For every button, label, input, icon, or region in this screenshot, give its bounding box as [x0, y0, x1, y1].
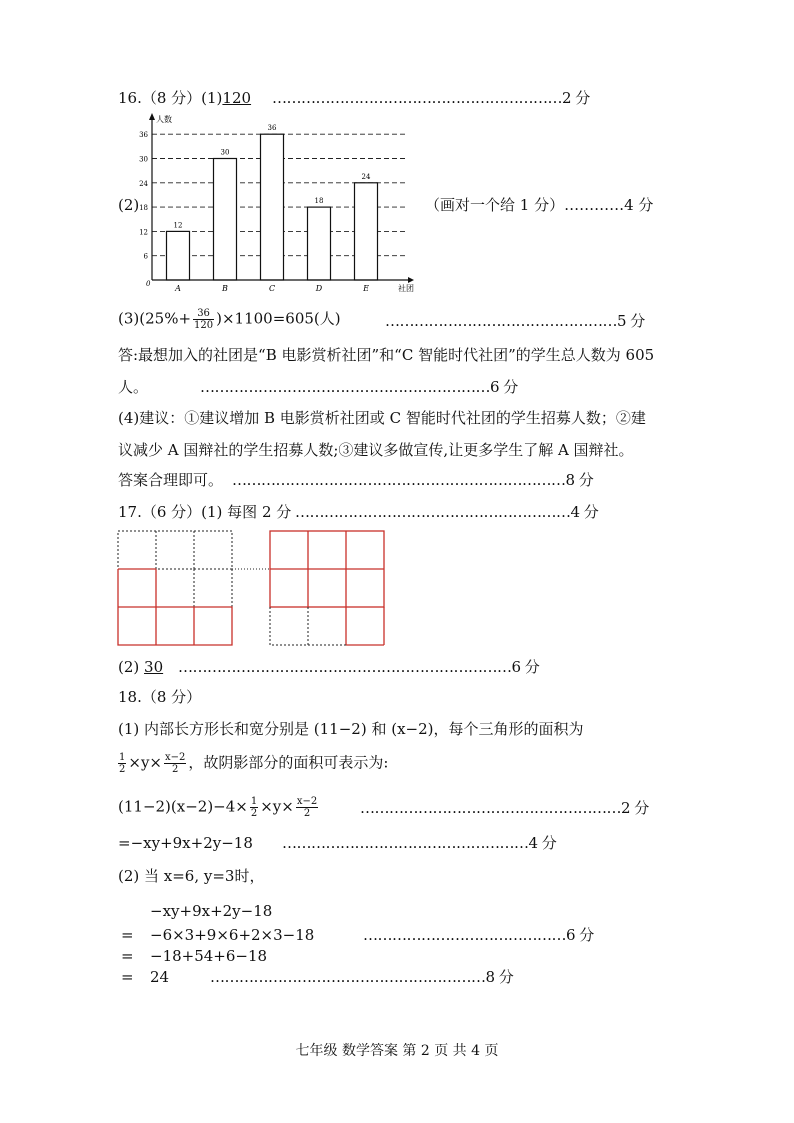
q16-part2-label: (2) [118, 196, 140, 214]
q16-part2-note: （画对一个给 1 分）…………4 分 [425, 196, 654, 214]
x-tick-label: E [363, 284, 369, 293]
y-axis-arrow-icon [149, 113, 155, 120]
y-tick-label: 6 [143, 252, 148, 261]
bar-value-label: 18 [314, 197, 324, 206]
q17-grid-figures [115, 528, 390, 648]
q18-tail: ，故阴影部分的面积可表示为: [188, 753, 389, 772]
q16-header [118, 88, 251, 108]
q17-dots-1: …………………………………………………4 分 [295, 503, 599, 521]
q17-right-figure [270, 531, 384, 645]
q16-part3-dots: …………………………………………5 分 [385, 312, 645, 330]
fraction-denominator: 120 [194, 320, 214, 331]
fraction-denominator: 2 [250, 808, 258, 819]
bar-E [355, 183, 378, 280]
fraction-numerator: 36 [193, 308, 214, 320]
fraction-denominator: 2 [172, 764, 179, 775]
q17-part2-label: (2) [118, 658, 140, 676]
y-tick-label: 24 [139, 179, 148, 188]
q18-calc-2-eq: = [121, 926, 134, 944]
page-footer: 七年级 数学答案 第 2 页 共 4 页 [295, 1043, 499, 1059]
y-tick-label: 12 [139, 228, 148, 237]
bar-D [308, 207, 331, 280]
q16-answer-line-1: 答:最想加入的社团是“B 电影赏析社团”和“C 智能时代社团”的学生总人数为 605 [118, 346, 655, 364]
fraction-x-minus-2 [296, 796, 318, 819]
q18-calc4-dots: …………………………………………………8 分 [210, 968, 514, 986]
bar-value-label: 30 [220, 148, 230, 157]
q18-part1-line-2 [116, 752, 388, 775]
q16-part4-line-2: 议减少 A 国辩社的学生招募人数;③建议多做宣传,让更多学生了解 A 国辩社。 [118, 441, 634, 459]
q16-answer-line-2: 人。 [118, 378, 149, 396]
q18-calc-3: −18+54+6−18 [150, 947, 268, 965]
q18-calc-4-eq: = [121, 968, 134, 986]
bar-B [214, 159, 237, 281]
q17-part2 [118, 657, 163, 677]
q16-part4-line-1: (4)建议：①建议增加 B 电影赏析社团或 C 智能时代社团的学生招募人数；②建 [118, 409, 646, 427]
x-axis-label: 社团 [398, 284, 414, 293]
q16-dots-1: ……………………………………………………2 分 [272, 89, 590, 107]
fraction-numerator: 1 [250, 796, 258, 807]
q18-calc-3-eq: = [121, 947, 134, 965]
q18-calc-2: −6×3+9×6+2×3−18 [150, 926, 315, 944]
q16-part4-dots: ……………………………………………………………8 分 [232, 471, 594, 489]
origin-label: 0 [146, 280, 151, 288]
x-tick-label: A [175, 284, 181, 293]
x-tick-label: C [268, 284, 276, 293]
q18-expr-2: =−xy+9x+2y−18 [118, 834, 253, 852]
fraction-numerator: 1 [119, 752, 126, 763]
q18-expr2-dots: ……………………………………………4 分 [282, 834, 557, 852]
expr1-mid: ×y× [260, 797, 294, 816]
x-tick-label: B [222, 284, 228, 293]
q16-part3-post: )×1100=605(人) [216, 309, 341, 328]
q16-part4-line-3: 答案合理即可。 [118, 471, 224, 489]
y-tick-label: 36 [139, 131, 148, 140]
bar-value-label: 36 [267, 124, 277, 133]
q18-part2-line-1: (2) 当 x=6, y=3时， [118, 867, 265, 885]
q17-answer-2: 30 [144, 658, 164, 676]
fraction-denominator: 2 [303, 808, 311, 819]
q18-mid: ×y× [128, 753, 162, 772]
q16-part3 [118, 308, 341, 331]
bar-A [167, 231, 190, 280]
x-axis-arrow-icon [408, 277, 414, 283]
q17-dots-2: ……………………………………………………………6 分 [178, 658, 540, 676]
fraction-x-minus-2 [164, 752, 186, 775]
y-axis-label: 人数 [156, 115, 172, 124]
q16-part3-pre: (25%+ [139, 309, 192, 328]
q16-title: 16.（8 分）(1) [118, 89, 223, 107]
fraction-half [118, 752, 126, 775]
q18-header: 18.（8 分） [118, 688, 202, 706]
q16-answer-dots: ……………………………………………………6 分 [200, 378, 518, 396]
fraction-numerator: x−2 [165, 752, 186, 763]
q18-calc-1: −xy+9x+2y−18 [150, 902, 273, 920]
expr1-pre: (11−2)(x−2)−4× [118, 797, 248, 816]
q18-expr1-dots: ………………………………………………2 分 [360, 799, 649, 817]
bar-chart [130, 110, 430, 300]
x-tick-label: D [315, 284, 323, 293]
q17-header: 17.（6 分）(1) 每图 2 分 [118, 503, 292, 521]
fraction-half [250, 796, 258, 819]
q18-expr-1 [118, 796, 320, 819]
q16-part3-label: (3) [118, 309, 140, 328]
bar-C [261, 134, 284, 280]
q16-part3-fraction [193, 308, 214, 331]
bar-value-label: 12 [173, 221, 183, 230]
q17-left-figure [118, 531, 232, 645]
bar-value-label: 24 [361, 172, 371, 181]
y-tick-label: 18 [139, 204, 148, 213]
q18-part1-line-1: (1) 内部长方形长和宽分别是 (11−2) 和 (x−2)，每个三角形的面积为 [118, 720, 584, 738]
q18-calc-4: 24 [150, 968, 170, 986]
q16-answer-1: 120 [222, 89, 252, 107]
q18-calc2-dots: ……………………………………6 分 [363, 926, 594, 944]
chart-bars [167, 124, 378, 293]
fraction-numerator: x−2 [296, 796, 318, 807]
fraction-denominator: 2 [119, 764, 126, 775]
y-tick-label: 30 [139, 155, 148, 164]
